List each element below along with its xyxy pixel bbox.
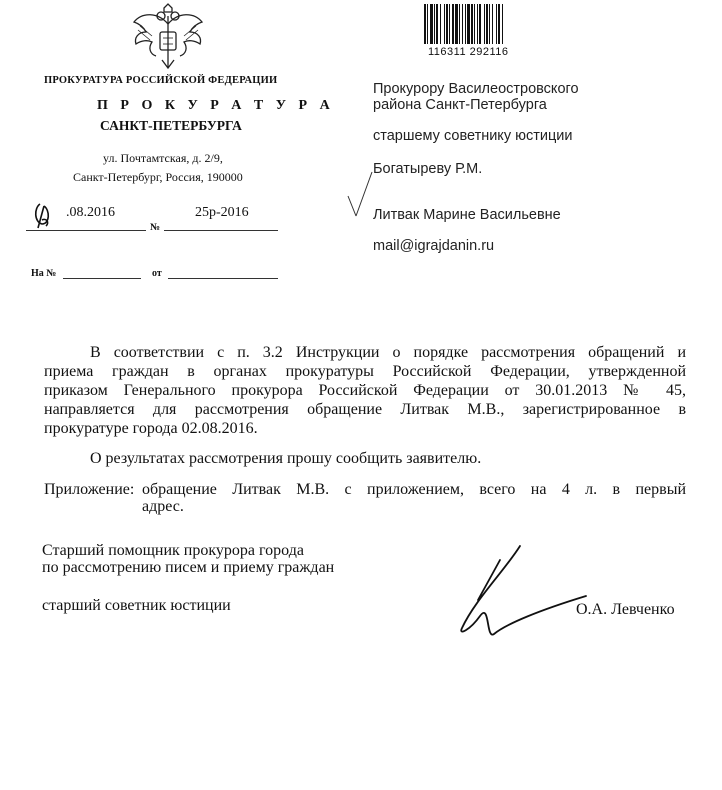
agency-line: ПРОКУРАТУРА РОССИЙСКОЙ ФЕДЕРАЦИИ (44, 75, 278, 86)
signer-name: О.А. Левченко (576, 601, 675, 618)
body-line-5: прокуратуре города 02.08.2016. (44, 420, 258, 437)
attachment-line-1: обращение Литвак М.В. с приложением, всего на 4 л. в первый (142, 481, 686, 498)
recipient-line2: района Санкт-Петербурга (373, 97, 547, 113)
recipient-line3: старшему советнику юстиции (373, 128, 573, 144)
recipient-email: mail@igrajdanin.ru (373, 238, 495, 254)
barcode-digits: 116311 292116 (428, 46, 509, 58)
page-subtitle: САНКТ-ПЕТЕРБУРГА (100, 118, 242, 133)
check-tick-mark (348, 172, 372, 216)
number-sign: № (150, 222, 161, 233)
reply-from-label: от (152, 268, 162, 279)
reply-to-label: На № (31, 268, 57, 279)
outgoing-number: 25р-2016 (195, 205, 249, 220)
body-request: О результатах рассмотрения прошу сообщить заявителю. (90, 450, 482, 467)
address-line1: ул. Почтамтская, д. 2/9, (103, 151, 223, 165)
signer-position-line1: Старший помощник прокурора города (42, 542, 304, 559)
recipient-name: Литвак Марине Васильевне (373, 207, 561, 223)
address-line2: Санкт-Петербург, Россия, 190000 (73, 170, 243, 184)
recipient-line4: Богатыреву Р.М. (373, 161, 483, 177)
body-line-2: приема граждан в органах прокуратуры Российской Федерации, утвержденной (44, 363, 686, 380)
attachment-line-2: адрес. (142, 498, 184, 515)
body-line-3: приказом Генерального прокурора Российской Федерации от 30.01.2013 № 45, (44, 382, 686, 399)
signer-position-line2: по рассмотрению писем и приему граждан (42, 559, 335, 576)
body-line-4: направляется для рассмотрения обращение Литвак М.В., зарегистрированное в (44, 401, 686, 418)
date-day-handwritten-mark (36, 204, 49, 228)
recipient-line1: Прокурору Василеостровского (373, 81, 579, 97)
page-title: П Р О К У Р А Т У Р А (97, 98, 335, 113)
body-line-1: В соответствии с п. 3.2 Инструкции о порядке рассмотрения обращений и (90, 344, 686, 361)
attachment-label: Приложение: (44, 481, 135, 498)
signer-rank: старший советник юстиции (42, 597, 231, 614)
handwritten-signature (461, 546, 586, 635)
outgoing-date: .08.2016 (66, 205, 115, 220)
